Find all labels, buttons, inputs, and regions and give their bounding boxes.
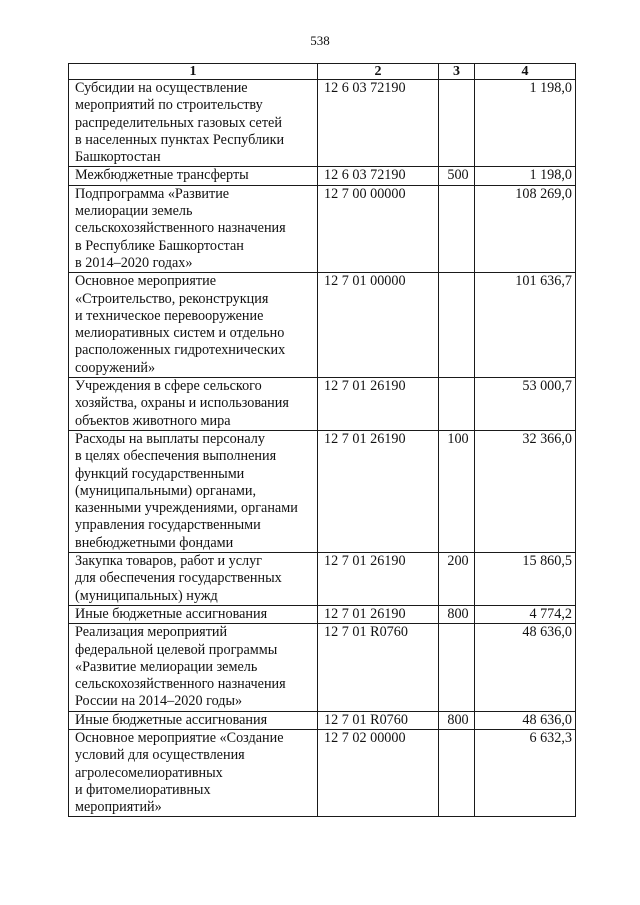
row-amount-cell: 1 198,0 [475,167,576,185]
table-row [69,605,576,623]
row-type-cell [439,729,475,816]
table-row [69,624,576,711]
row-code-cell: 12 7 01 26190 [318,378,439,431]
row-code-cell: 12 7 01 00000 [318,273,439,378]
row-amount-cell: 101 636,7 [475,273,576,378]
row-name-cell [69,167,318,185]
row-name-line: условий для осуществления [75,747,245,764]
row-type-cell [439,185,475,272]
row-name-line: Реализация мероприятий [75,624,228,641]
table-row [69,378,576,431]
row-type-cell: 500 [439,167,475,185]
row-amount-cell: 48 636,0 [475,711,576,729]
row-name-line: Иные бюджетные ассигнования [75,711,268,728]
row-type-cell [439,624,475,711]
page-number: 538 [310,33,330,48]
table-row [69,729,576,816]
table-body [69,80,576,817]
row-type-cell: 100 [439,430,475,552]
row-amount-cell: 1 198,0 [475,80,576,167]
row-amount-cell: 15 860,5 [475,553,576,606]
row-name-line: в 2014–2020 годах» [75,254,193,271]
row-code-cell: 12 7 02 00000 [318,729,439,816]
row-name-line: Межбюджетные трансферты [75,167,249,184]
header-col-4: 4 [475,64,576,80]
row-name-line: Расходы на выплаты персоналу [75,430,265,447]
row-name-cell [69,430,318,552]
row-name-line: функций государственными [75,465,245,482]
row-amount-cell: 4 774,2 [475,605,576,623]
row-name-cell [69,378,318,431]
row-name-line: внебюджетными фондами [75,534,234,551]
header-col-2: 2 [318,64,439,80]
row-name-cell [69,624,318,711]
row-name-line: мелиоративных систем и отдельно [75,325,285,342]
row-name-line: в Республике Башкортостан [75,237,244,254]
table-row [69,167,576,185]
row-name-line: Основное мероприятие «Создание [75,729,284,746]
table-row [69,80,576,167]
row-type-cell: 800 [439,711,475,729]
row-code-cell: 12 6 03 72190 [318,167,439,185]
row-name-line: в населенных пунктах Республики [75,131,285,148]
row-name-line: для обеспечения государственных [75,570,282,587]
row-name-line: хозяйства, охраны и использования [75,395,289,412]
row-amount-cell: 53 000,7 [475,378,576,431]
row-name-cell [69,605,318,623]
row-type-cell [439,80,475,167]
row-name-cell [69,711,318,729]
row-name-line: расположенных гидротехнических [75,342,286,359]
row-name-line: распределительных газовых сетей [75,114,282,131]
row-name-line: мероприятий» [75,799,162,816]
row-name-line: сооружений» [75,359,156,376]
row-name-line: и фитомелиоративных [75,781,211,798]
row-name-line: Подпрограмма «Развитие [75,185,230,202]
table-row [69,185,576,272]
row-name-cell [69,273,318,378]
row-name-line: агролесомелиоративных [75,764,223,781]
row-name-line: России на 2014–2020 годы» [75,693,243,710]
row-code-cell: 12 7 01 26190 [318,430,439,552]
table-row [69,553,576,606]
row-name-line: федеральной целевой программы [75,641,278,658]
row-name-line: Учреждения в сфере сельского [75,378,262,395]
table-row [69,273,576,378]
row-code-cell: 12 7 00 00000 [318,185,439,272]
row-code-cell: 12 6 03 72190 [318,80,439,167]
row-name-cell [69,80,318,167]
row-amount-cell: 108 269,0 [475,185,576,272]
row-amount-cell: 6 632,3 [475,729,576,816]
table-row [69,711,576,729]
row-amount-cell: 48 636,0 [475,624,576,711]
row-name-line: мероприятий по строительству [75,97,263,114]
row-name-line: (муниципальными) органами, [75,482,257,499]
row-name-line: (муниципальных) нужд [75,587,218,604]
table-row [69,430,576,552]
row-name-line: Субсидии на осуществление [75,80,248,96]
table-header-row [69,64,576,80]
header-col-3: 3 [439,64,475,80]
row-name-line: в целях обеспечения выполнения [75,448,277,465]
row-name-line: сельскохозяйственного назначения [75,220,286,237]
row-type-cell: 200 [439,553,475,606]
row-name-cell [69,185,318,272]
row-type-cell: 800 [439,605,475,623]
row-name-line: «Строительство, реконструкция [75,290,269,307]
row-name-line: Башкортостан [75,149,161,166]
row-code-cell: 12 7 01 26190 [318,553,439,606]
row-amount-cell: 32 366,0 [475,430,576,552]
row-name-line: «Развитие мелиорации земель [75,658,258,675]
row-type-cell [439,273,475,378]
row-name-line: Основное мероприятие [75,273,216,290]
header-col-1: 1 [69,64,318,80]
row-type-cell [439,378,475,431]
row-code-cell: 12 7 01 R0760 [318,711,439,729]
row-name-line: сельскохозяйственного назначения [75,676,286,693]
row-name-line: Иные бюджетные ассигнования [75,605,268,622]
row-name-cell [69,553,318,606]
budget-table [68,63,576,817]
row-code-cell: 12 7 01 26190 [318,605,439,623]
row-name-cell [69,729,318,816]
row-name-line: мелиорации земель [75,203,193,220]
row-name-line: объектов животного мира [75,412,231,429]
row-name-line: и техническое перевооружение [75,307,264,324]
row-code-cell: 12 7 01 R0760 [318,624,439,711]
row-name-line: казенными учреждениями, органами [75,500,298,517]
row-name-line: Закупка товаров, работ и услуг [75,553,262,570]
row-name-line: управления государственными [75,517,261,534]
